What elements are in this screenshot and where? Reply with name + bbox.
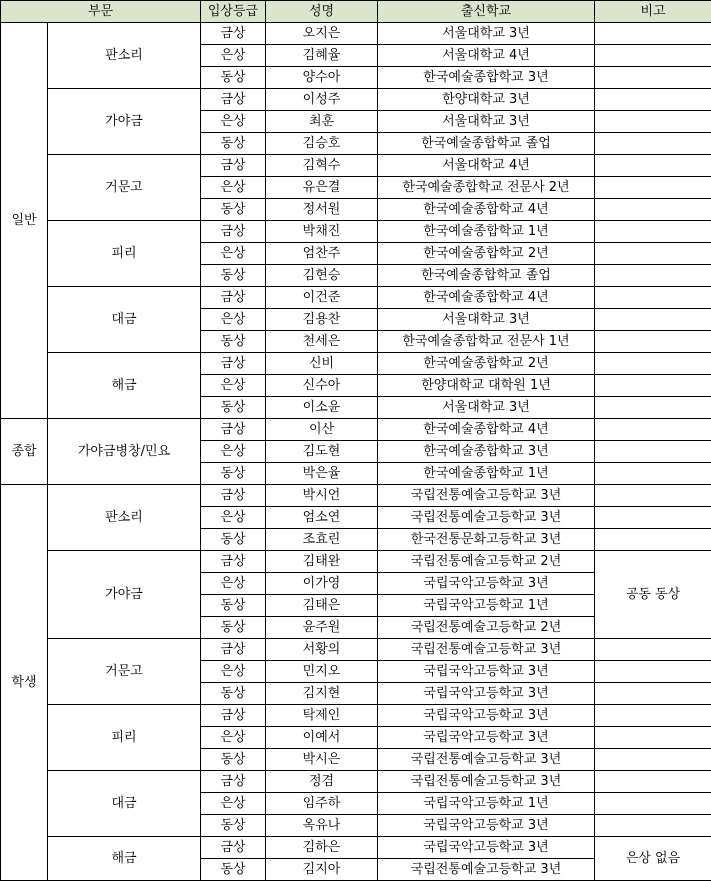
note-cell: 공동 동상 bbox=[595, 551, 711, 639]
name-cell: 양수아 bbox=[266, 67, 378, 89]
grade-cell: 동상 bbox=[201, 749, 266, 771]
name-cell: 신비 bbox=[266, 353, 378, 375]
subcategory-cell: 대금 bbox=[48, 287, 201, 353]
name-cell: 김현승 bbox=[266, 265, 378, 287]
note-cell bbox=[595, 815, 711, 837]
name-cell: 김태완 bbox=[266, 551, 378, 573]
school-cell: 국립전통예술고등학교 3년 bbox=[378, 771, 595, 793]
note-cell bbox=[595, 133, 711, 155]
school-cell: 한국예술종합학교 전문사 2년 bbox=[378, 177, 595, 199]
note-cell bbox=[595, 177, 711, 199]
note-cell bbox=[595, 661, 711, 683]
grade-cell: 동상 bbox=[201, 397, 266, 419]
grade-cell: 금상 bbox=[201, 771, 266, 793]
note-cell bbox=[595, 683, 711, 705]
grade-cell: 금상 bbox=[201, 89, 266, 111]
header-name: 성명 bbox=[266, 1, 378, 23]
grade-cell: 동상 bbox=[201, 617, 266, 639]
school-cell: 국립전통예술고등학교 3년 bbox=[378, 507, 595, 529]
note-cell bbox=[595, 221, 711, 243]
name-cell: 유은결 bbox=[266, 177, 378, 199]
note-cell: 은상 없음 bbox=[595, 837, 711, 881]
grade-cell: 금상 bbox=[201, 287, 266, 309]
note-cell bbox=[595, 243, 711, 265]
name-cell: 김하은 bbox=[266, 837, 378, 859]
name-cell: 이소윤 bbox=[266, 397, 378, 419]
school-cell: 국립국악고등학교 1년 bbox=[378, 595, 595, 617]
subcategory-cell: 판소리 bbox=[48, 485, 201, 551]
school-cell: 한국예술종합학교 4년 bbox=[378, 287, 595, 309]
grade-cell: 은상 bbox=[201, 309, 266, 331]
school-cell: 국립전통예술고등학교 2년 bbox=[378, 551, 595, 573]
subcategory-cell: 판소리 bbox=[48, 23, 201, 89]
name-cell: 이산 bbox=[266, 419, 378, 441]
grade-cell: 동상 bbox=[201, 265, 266, 287]
name-cell: 김지현 bbox=[266, 683, 378, 705]
name-cell: 박은율 bbox=[266, 463, 378, 485]
name-cell: 이성주 bbox=[266, 89, 378, 111]
grade-cell: 동상 bbox=[201, 815, 266, 837]
name-cell: 엄찬주 bbox=[266, 243, 378, 265]
grade-cell: 동상 bbox=[201, 683, 266, 705]
school-cell: 서울대학교 4년 bbox=[378, 45, 595, 67]
grade-cell: 동상 bbox=[201, 199, 266, 221]
grade-cell: 금상 bbox=[201, 23, 266, 45]
header-row bbox=[1, 1, 711, 23]
grade-cell: 금상 bbox=[201, 705, 266, 727]
name-cell: 신수아 bbox=[266, 375, 378, 397]
school-cell: 한국예술종합학교 1년 bbox=[378, 221, 595, 243]
table-row bbox=[1, 639, 711, 661]
note-cell bbox=[595, 507, 711, 529]
note-cell bbox=[595, 749, 711, 771]
note-cell bbox=[595, 375, 711, 397]
subcategory-cell: 거문고 bbox=[48, 639, 201, 705]
name-cell: 김도현 bbox=[266, 441, 378, 463]
note-cell bbox=[595, 45, 711, 67]
school-cell: 국립전통예술고등학교 3년 bbox=[378, 485, 595, 507]
name-cell: 김태은 bbox=[266, 595, 378, 617]
subcategory-cell: 가야금병창/민요 bbox=[48, 419, 201, 485]
table-body bbox=[1, 23, 711, 881]
grade-cell: 동상 bbox=[201, 859, 266, 881]
grade-cell: 금상 bbox=[201, 485, 266, 507]
subcategory-cell: 피리 bbox=[48, 221, 201, 287]
name-cell: 조효린 bbox=[266, 529, 378, 551]
table-row bbox=[1, 23, 711, 45]
note-cell bbox=[595, 485, 711, 507]
school-cell: 국립국악고등학교 3년 bbox=[378, 661, 595, 683]
table-row bbox=[1, 89, 711, 111]
header-school: 출신학교 bbox=[378, 1, 595, 23]
name-cell: 김혁수 bbox=[266, 155, 378, 177]
grade-cell: 금상 bbox=[201, 419, 266, 441]
grade-cell: 금상 bbox=[201, 221, 266, 243]
name-cell: 옥유나 bbox=[266, 815, 378, 837]
subcategory-cell: 가야금 bbox=[48, 89, 201, 155]
subcategory-cell: 대금 bbox=[48, 771, 201, 837]
grade-cell: 은상 bbox=[201, 507, 266, 529]
school-cell: 국립국악고등학교 3년 bbox=[378, 683, 595, 705]
table-row bbox=[1, 221, 711, 243]
name-cell: 김용찬 bbox=[266, 309, 378, 331]
grade-cell: 은상 bbox=[201, 45, 266, 67]
grade-cell: 동상 bbox=[201, 529, 266, 551]
header-note: 비고 bbox=[595, 1, 711, 23]
category-cell: 일반 bbox=[1, 23, 48, 419]
grade-cell: 동상 bbox=[201, 133, 266, 155]
note-cell bbox=[595, 353, 711, 375]
name-cell: 정겸 bbox=[266, 771, 378, 793]
note-cell bbox=[595, 529, 711, 551]
school-cell: 한국예술종합학교 3년 bbox=[378, 67, 595, 89]
school-cell: 서울대학교 3년 bbox=[378, 397, 595, 419]
grade-cell: 은상 bbox=[201, 573, 266, 595]
school-cell: 국립국악고등학교 3년 bbox=[378, 705, 595, 727]
note-cell bbox=[595, 265, 711, 287]
subcategory-cell: 거문고 bbox=[48, 155, 201, 221]
name-cell: 박시은 bbox=[266, 749, 378, 771]
school-cell: 국립전통예술고등학교 3년 bbox=[378, 639, 595, 661]
school-cell: 국립국악고등학교 3년 bbox=[378, 837, 595, 859]
school-cell: 한국예술종합학교 4년 bbox=[378, 199, 595, 221]
note-cell bbox=[595, 155, 711, 177]
grade-cell: 동상 bbox=[201, 463, 266, 485]
name-cell: 천세은 bbox=[266, 331, 378, 353]
note-cell bbox=[595, 397, 711, 419]
school-cell: 국립전통예술고등학교 3년 bbox=[378, 749, 595, 771]
table-row bbox=[1, 287, 711, 309]
name-cell: 김지아 bbox=[266, 859, 378, 881]
table-row bbox=[1, 155, 711, 177]
grade-cell: 은상 bbox=[201, 793, 266, 815]
grade-cell: 동상 bbox=[201, 67, 266, 89]
note-cell bbox=[595, 67, 711, 89]
grade-cell: 금상 bbox=[201, 155, 266, 177]
name-cell: 김승호 bbox=[266, 133, 378, 155]
grade-cell: 은상 bbox=[201, 111, 266, 133]
subcategory-cell: 해금 bbox=[48, 353, 201, 419]
name-cell: 최훈 bbox=[266, 111, 378, 133]
school-cell: 국립전통예술고등학교 3년 bbox=[378, 859, 595, 881]
table-row bbox=[1, 353, 711, 375]
grade-cell: 은상 bbox=[201, 243, 266, 265]
name-cell: 이건준 bbox=[266, 287, 378, 309]
note-cell bbox=[595, 111, 711, 133]
name-cell: 박채진 bbox=[266, 221, 378, 243]
grade-cell: 은상 bbox=[201, 375, 266, 397]
school-cell: 서울대학교 3년 bbox=[378, 23, 595, 45]
note-cell bbox=[595, 419, 711, 441]
school-cell: 한국예술종합학교 2년 bbox=[378, 243, 595, 265]
grade-cell: 금상 bbox=[201, 353, 266, 375]
category-cell: 종합 bbox=[1, 419, 48, 485]
school-cell: 서울대학교 4년 bbox=[378, 155, 595, 177]
name-cell: 오지은 bbox=[266, 23, 378, 45]
grade-cell: 은상 bbox=[201, 177, 266, 199]
name-cell: 탁제인 bbox=[266, 705, 378, 727]
note-cell bbox=[595, 771, 711, 793]
name-cell: 정서원 bbox=[266, 199, 378, 221]
note-cell bbox=[595, 639, 711, 661]
category-cell: 학생 bbox=[1, 485, 48, 881]
name-cell: 민지오 bbox=[266, 661, 378, 683]
school-cell: 국립국악고등학교 1년 bbox=[378, 793, 595, 815]
name-cell: 이가영 bbox=[266, 573, 378, 595]
name-cell: 서황의 bbox=[266, 639, 378, 661]
note-cell bbox=[595, 793, 711, 815]
table-row bbox=[1, 705, 711, 727]
note-cell bbox=[595, 705, 711, 727]
school-cell: 서울대학교 3년 bbox=[378, 111, 595, 133]
school-cell: 한국예술종합학교 1년 bbox=[378, 463, 595, 485]
header-grade: 입상등급 bbox=[201, 1, 266, 23]
school-cell: 국립국악고등학교 3년 bbox=[378, 815, 595, 837]
table-row bbox=[1, 837, 711, 859]
note-cell bbox=[595, 23, 711, 45]
grade-cell: 은상 bbox=[201, 727, 266, 749]
name-cell: 박시언 bbox=[266, 485, 378, 507]
school-cell: 한국예술종합학교 3년 bbox=[378, 441, 595, 463]
table-row bbox=[1, 551, 711, 573]
grade-cell: 금상 bbox=[201, 837, 266, 859]
school-cell: 한국예술종합학교 졸업 bbox=[378, 133, 595, 155]
name-cell: 윤주원 bbox=[266, 617, 378, 639]
school-cell: 한양대학교 대학원 1년 bbox=[378, 375, 595, 397]
school-cell: 한양대학교 3년 bbox=[378, 89, 595, 111]
grade-cell: 은상 bbox=[201, 661, 266, 683]
school-cell: 국립국악고등학교 3년 bbox=[378, 727, 595, 749]
school-cell: 국립전통예술고등학교 2년 bbox=[378, 617, 595, 639]
note-cell bbox=[595, 331, 711, 353]
header-division: 부문 bbox=[1, 1, 201, 23]
grade-cell: 동상 bbox=[201, 595, 266, 617]
school-cell: 한국예술종합학교 졸업 bbox=[378, 265, 595, 287]
table-row bbox=[1, 419, 711, 441]
grade-cell: 동상 bbox=[201, 331, 266, 353]
note-cell bbox=[595, 287, 711, 309]
note-cell bbox=[595, 441, 711, 463]
school-cell: 한국전통문화고등학교 3년 bbox=[378, 529, 595, 551]
subcategory-cell: 피리 bbox=[48, 705, 201, 771]
grade-cell: 금상 bbox=[201, 551, 266, 573]
note-cell bbox=[595, 727, 711, 749]
school-cell: 한국예술종합학교 2년 bbox=[378, 353, 595, 375]
name-cell: 김혜율 bbox=[266, 45, 378, 67]
note-cell bbox=[595, 199, 711, 221]
note-cell bbox=[595, 463, 711, 485]
grade-cell: 은상 bbox=[201, 441, 266, 463]
table-row bbox=[1, 485, 711, 507]
subcategory-cell: 해금 bbox=[48, 837, 201, 881]
note-cell bbox=[595, 89, 711, 111]
grade-cell: 금상 bbox=[201, 639, 266, 661]
subcategory-cell: 가야금 bbox=[48, 551, 201, 639]
note-cell bbox=[595, 309, 711, 331]
school-cell: 국립국악고등학교 3년 bbox=[378, 573, 595, 595]
table-row bbox=[1, 771, 711, 793]
name-cell: 이예서 bbox=[266, 727, 378, 749]
name-cell: 엄소연 bbox=[266, 507, 378, 529]
school-cell: 한국예술종합학교 4년 bbox=[378, 419, 595, 441]
name-cell: 임주하 bbox=[266, 793, 378, 815]
school-cell: 서울대학교 3년 bbox=[378, 309, 595, 331]
school-cell: 한국예술종합학교 전문사 1년 bbox=[378, 331, 595, 353]
